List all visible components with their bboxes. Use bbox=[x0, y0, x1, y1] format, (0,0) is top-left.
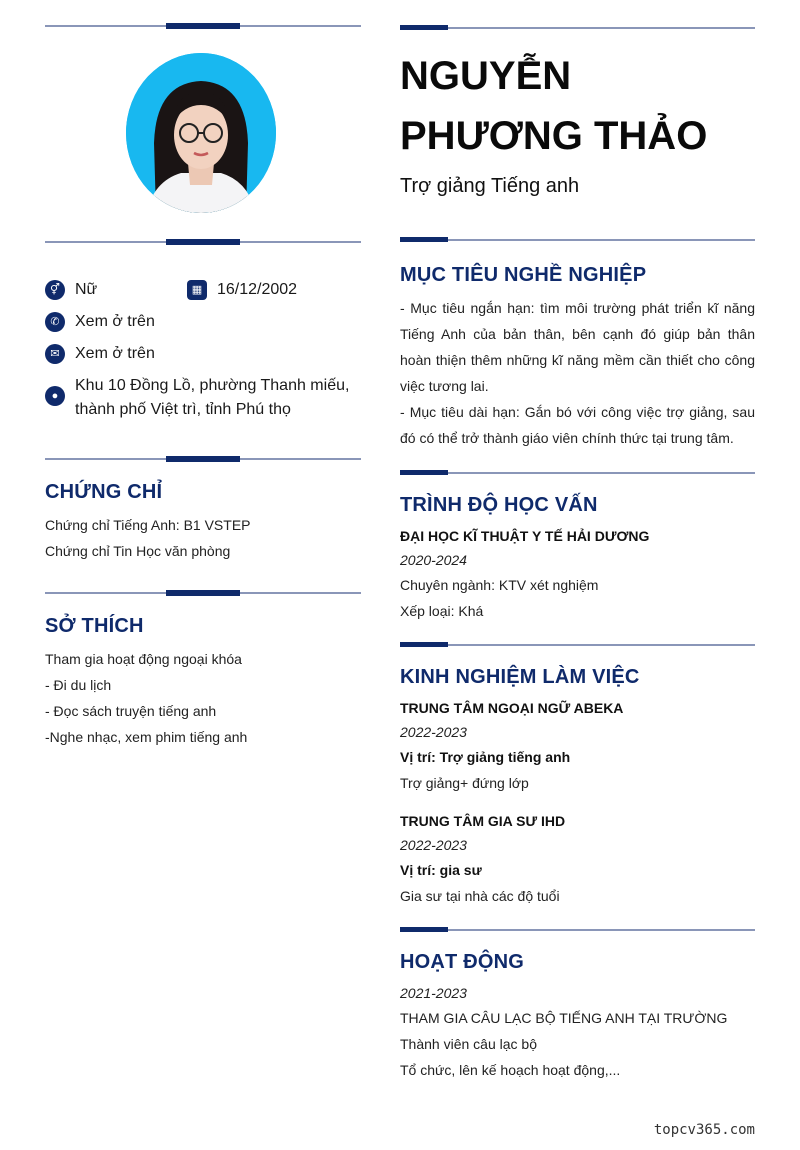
right-top-divider bbox=[400, 25, 755, 31]
experience-divider bbox=[400, 642, 755, 648]
hobby-item: - Đọc sách truyện tiếng anh bbox=[45, 703, 217, 719]
hobby-item: Tham gia hoạt động ngoại khóa bbox=[45, 651, 242, 667]
activities-title: HOẠT ĐỘNG bbox=[400, 951, 525, 973]
phone-text: Xem ở trên bbox=[75, 313, 155, 330]
calendar-icon: ▦ bbox=[187, 280, 207, 300]
job-desc: Gia sư tại nhà các độ tuổi bbox=[400, 888, 560, 904]
education-period: 2020-2024 bbox=[400, 552, 467, 568]
activity-line: Thành viên câu lạc bộ bbox=[400, 1036, 537, 1052]
job-item bbox=[400, 809, 755, 909]
hobbies-divider bbox=[45, 589, 361, 597]
job-position: Vị trí: Trợ giảng tiếng anh bbox=[400, 749, 571, 765]
email-row bbox=[45, 342, 155, 366]
activity-item bbox=[400, 981, 755, 1083]
job-title: Trợ giảng Tiếng anh bbox=[400, 175, 580, 197]
activity-line: Tổ chức, lên kế hoạch hoạt động,... bbox=[400, 1062, 621, 1078]
certificate-item: Chứng chỉ Tiếng Anh: B1 VSTEP bbox=[45, 517, 251, 533]
job-org: TRUNG TÂM GIA SƯ IHD bbox=[400, 813, 566, 829]
email-text: Xem ở trên bbox=[75, 345, 155, 362]
school-name: ĐẠI HỌC KĨ THUẬT Y TẾ HẢI DƯƠNG bbox=[400, 528, 650, 544]
job-position: Vị trí: gia sư bbox=[400, 862, 482, 878]
job-org: TRUNG TÂM NGOẠI NGỮ ABEKA bbox=[400, 700, 624, 716]
activities-divider bbox=[400, 927, 755, 933]
experience-title: KINH NGHIỆM LÀM VIỆC bbox=[400, 666, 640, 688]
hobbies-title: SỞ THÍCH bbox=[45, 615, 144, 637]
job-period: 2022-2023 bbox=[400, 724, 467, 740]
left-top-divider bbox=[45, 22, 361, 30]
objective-short: - Mục tiêu ngắn hạn: tìm môi trường phát triển kĩ năng Tiếng Anh của bản thân, bên cạnh đó giúp bản thân hoàn thiện thêm những kĩ năng mềm cần thiết cho công việc tương lai. bbox=[400, 300, 755, 394]
address-row bbox=[45, 374, 355, 422]
activity-period: 2021-2023 bbox=[400, 985, 467, 1001]
hobby-item: -Nghe nhạc, xem phim tiếng anh bbox=[45, 729, 248, 745]
education-grade: Xếp loại: Khá bbox=[400, 603, 484, 619]
job-item bbox=[400, 696, 755, 796]
hobbies-list bbox=[45, 646, 247, 750]
objective-divider bbox=[400, 237, 755, 243]
location-icon: ● bbox=[45, 386, 65, 406]
objective-title: MỤC TIÊU NGHỀ NGHIỆP bbox=[400, 264, 647, 286]
education-title: TRÌNH ĐỘ HỌC VẤN bbox=[400, 494, 598, 516]
gender-icon: ⚥ bbox=[45, 280, 65, 300]
objective-long: - Mục tiêu dài hạn: Gắn bó với công việc trợ giảng, sau đó có thể trở thành giáo viên chính thức tại trung tâm. bbox=[400, 404, 755, 446]
phone-row bbox=[45, 310, 155, 334]
education-divider bbox=[400, 470, 755, 476]
certificate-item: Chứng chỉ Tin Học văn phòng bbox=[45, 543, 231, 559]
education-major: Chuyên ngành: KTV xét nghiệm bbox=[400, 577, 599, 593]
birthdate-text: 16/12/2002 bbox=[217, 281, 298, 298]
full-name: NGUYỄN PHƯƠNG THẢO bbox=[400, 54, 708, 158]
gender-row bbox=[45, 278, 97, 302]
gender-text: Nữ bbox=[75, 281, 98, 298]
avatar bbox=[126, 53, 276, 213]
email-icon: ✉ bbox=[45, 344, 65, 364]
certificates-list bbox=[45, 512, 251, 564]
hobby-item: - Đi du lịch bbox=[45, 677, 112, 693]
footer-watermark: topcv365.com bbox=[653, 1122, 755, 1138]
certificates-title: CHỨNG CHỈ bbox=[45, 481, 163, 503]
activity-name: THAM GIA CÂU LẠC BỘ TIẾNG ANH TẠI TRƯỜNG bbox=[400, 1010, 728, 1026]
phone-icon: ✆ bbox=[45, 312, 65, 332]
certificates-divider bbox=[45, 455, 361, 463]
left-profile-divider bbox=[45, 238, 361, 246]
job-period: 2022-2023 bbox=[400, 837, 467, 853]
birthdate-row bbox=[187, 278, 297, 302]
portrait-image bbox=[126, 53, 276, 213]
education-block bbox=[400, 524, 755, 624]
job-desc: Trợ giảng+ đứng lớp bbox=[400, 775, 529, 791]
address-text: Khu 10 Đồng Lồ, phường Thanh miếu, thành phố Việt trì, tỉnh Phú thọ bbox=[75, 377, 350, 418]
